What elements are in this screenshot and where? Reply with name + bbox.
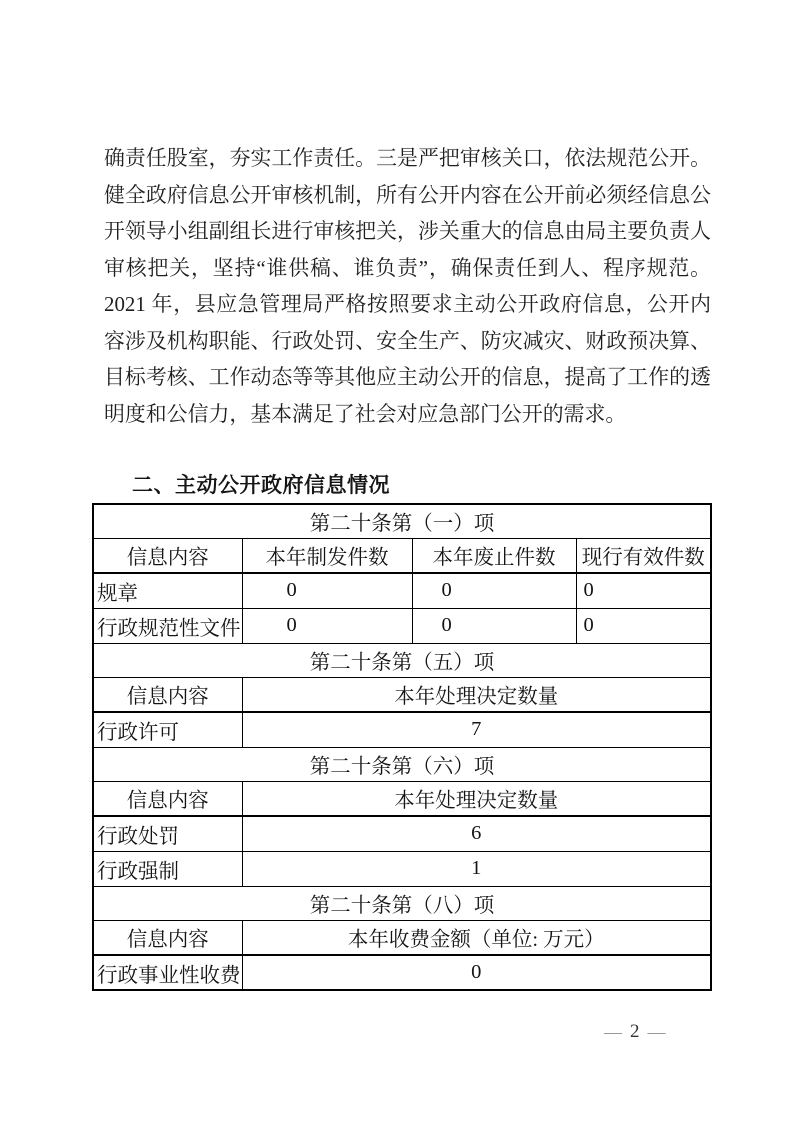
cell-value: 0 bbox=[576, 573, 711, 608]
table-row bbox=[93, 712, 711, 747]
page-number-dash-left: — bbox=[604, 1021, 622, 1042]
table-section-article20-item8 bbox=[93, 886, 711, 990]
row-label: 行政规范性文件 bbox=[93, 608, 242, 643]
cell-value: 0 bbox=[242, 573, 412, 608]
cell-value: 7 bbox=[242, 712, 711, 747]
column-header: 信息内容 bbox=[93, 538, 242, 573]
page-number bbox=[604, 1021, 666, 1043]
cell-value: 0 bbox=[412, 608, 576, 643]
page-number-dash-right: — bbox=[647, 1021, 666, 1042]
row-label: 行政事业性收费 bbox=[93, 955, 242, 990]
table-section-article20-item5 bbox=[93, 643, 711, 747]
table-row bbox=[93, 643, 711, 677]
section-heading: 二、主动公开政府信息情况 bbox=[132, 474, 390, 497]
cell-value: 0 bbox=[576, 608, 711, 643]
cell-value: 0 bbox=[242, 955, 711, 990]
column-header: 现行有效件数 bbox=[576, 538, 711, 573]
cell-value: 0 bbox=[412, 573, 576, 608]
section-title: 第二十条第（八）项 bbox=[93, 886, 711, 920]
column-header: 本年制发件数 bbox=[242, 538, 412, 573]
section-title: 第二十条第（一）项 bbox=[93, 504, 711, 538]
column-header: 本年收费金额（单位: 万元） bbox=[242, 920, 711, 955]
disclosure-table bbox=[92, 503, 712, 991]
column-header: 本年废止件数 bbox=[412, 538, 576, 573]
cell-value: 0 bbox=[242, 608, 412, 643]
cell-value: 1 bbox=[242, 851, 711, 886]
row-label: 行政处罚 bbox=[93, 816, 242, 851]
column-header: 信息内容 bbox=[93, 677, 242, 712]
section-title: 第二十条第（五）项 bbox=[93, 643, 711, 677]
table-row bbox=[93, 608, 711, 643]
table-row bbox=[93, 677, 711, 712]
cell-value: 6 bbox=[242, 816, 711, 851]
page-number-value: 2 bbox=[630, 1021, 640, 1042]
table-section-article20-item1 bbox=[93, 504, 711, 643]
section-title: 第二十条第（六）项 bbox=[93, 747, 711, 781]
row-label: 规章 bbox=[93, 573, 242, 608]
table-row bbox=[93, 573, 711, 608]
table-row bbox=[93, 538, 711, 573]
row-label: 行政许可 bbox=[93, 712, 242, 747]
table-row bbox=[93, 955, 711, 990]
table-row bbox=[93, 886, 711, 920]
table-row bbox=[93, 851, 711, 886]
table-row bbox=[93, 504, 711, 538]
body-paragraph: 确责任股室，夯实工作责任。三是严把审核关口，依法规范公开。健全政府信息公开审核机制，所有公开内容在公开前必须经信息公开领导小组副组长进行审核把关，涉关重大的信息由局主要负责人审核把关，坚持“谁供稿、谁负责”，确保责任到人、程序规范。2021 年，县应急管理局严格按照要求主动公开政府信息，公开内容涉及机构职能、行政处罚、安全生产、防灾减灾、财政预决算、目标考核、工作动态等等其他应主动公开的信息，提高了工作的透明度和公信力，基本满足了社会对应急部门公开的需求。 bbox=[104, 146, 711, 426]
column-header: 本年处理决定数量 bbox=[242, 677, 711, 712]
table-row bbox=[93, 920, 711, 955]
table-row bbox=[93, 816, 711, 851]
column-header: 本年处理决定数量 bbox=[242, 781, 711, 816]
column-header: 信息内容 bbox=[93, 920, 242, 955]
table-section-article20-item6 bbox=[93, 747, 711, 886]
column-header: 信息内容 bbox=[93, 781, 242, 816]
table-row bbox=[93, 747, 711, 781]
row-label: 行政强制 bbox=[93, 851, 242, 886]
table-row bbox=[93, 781, 711, 816]
